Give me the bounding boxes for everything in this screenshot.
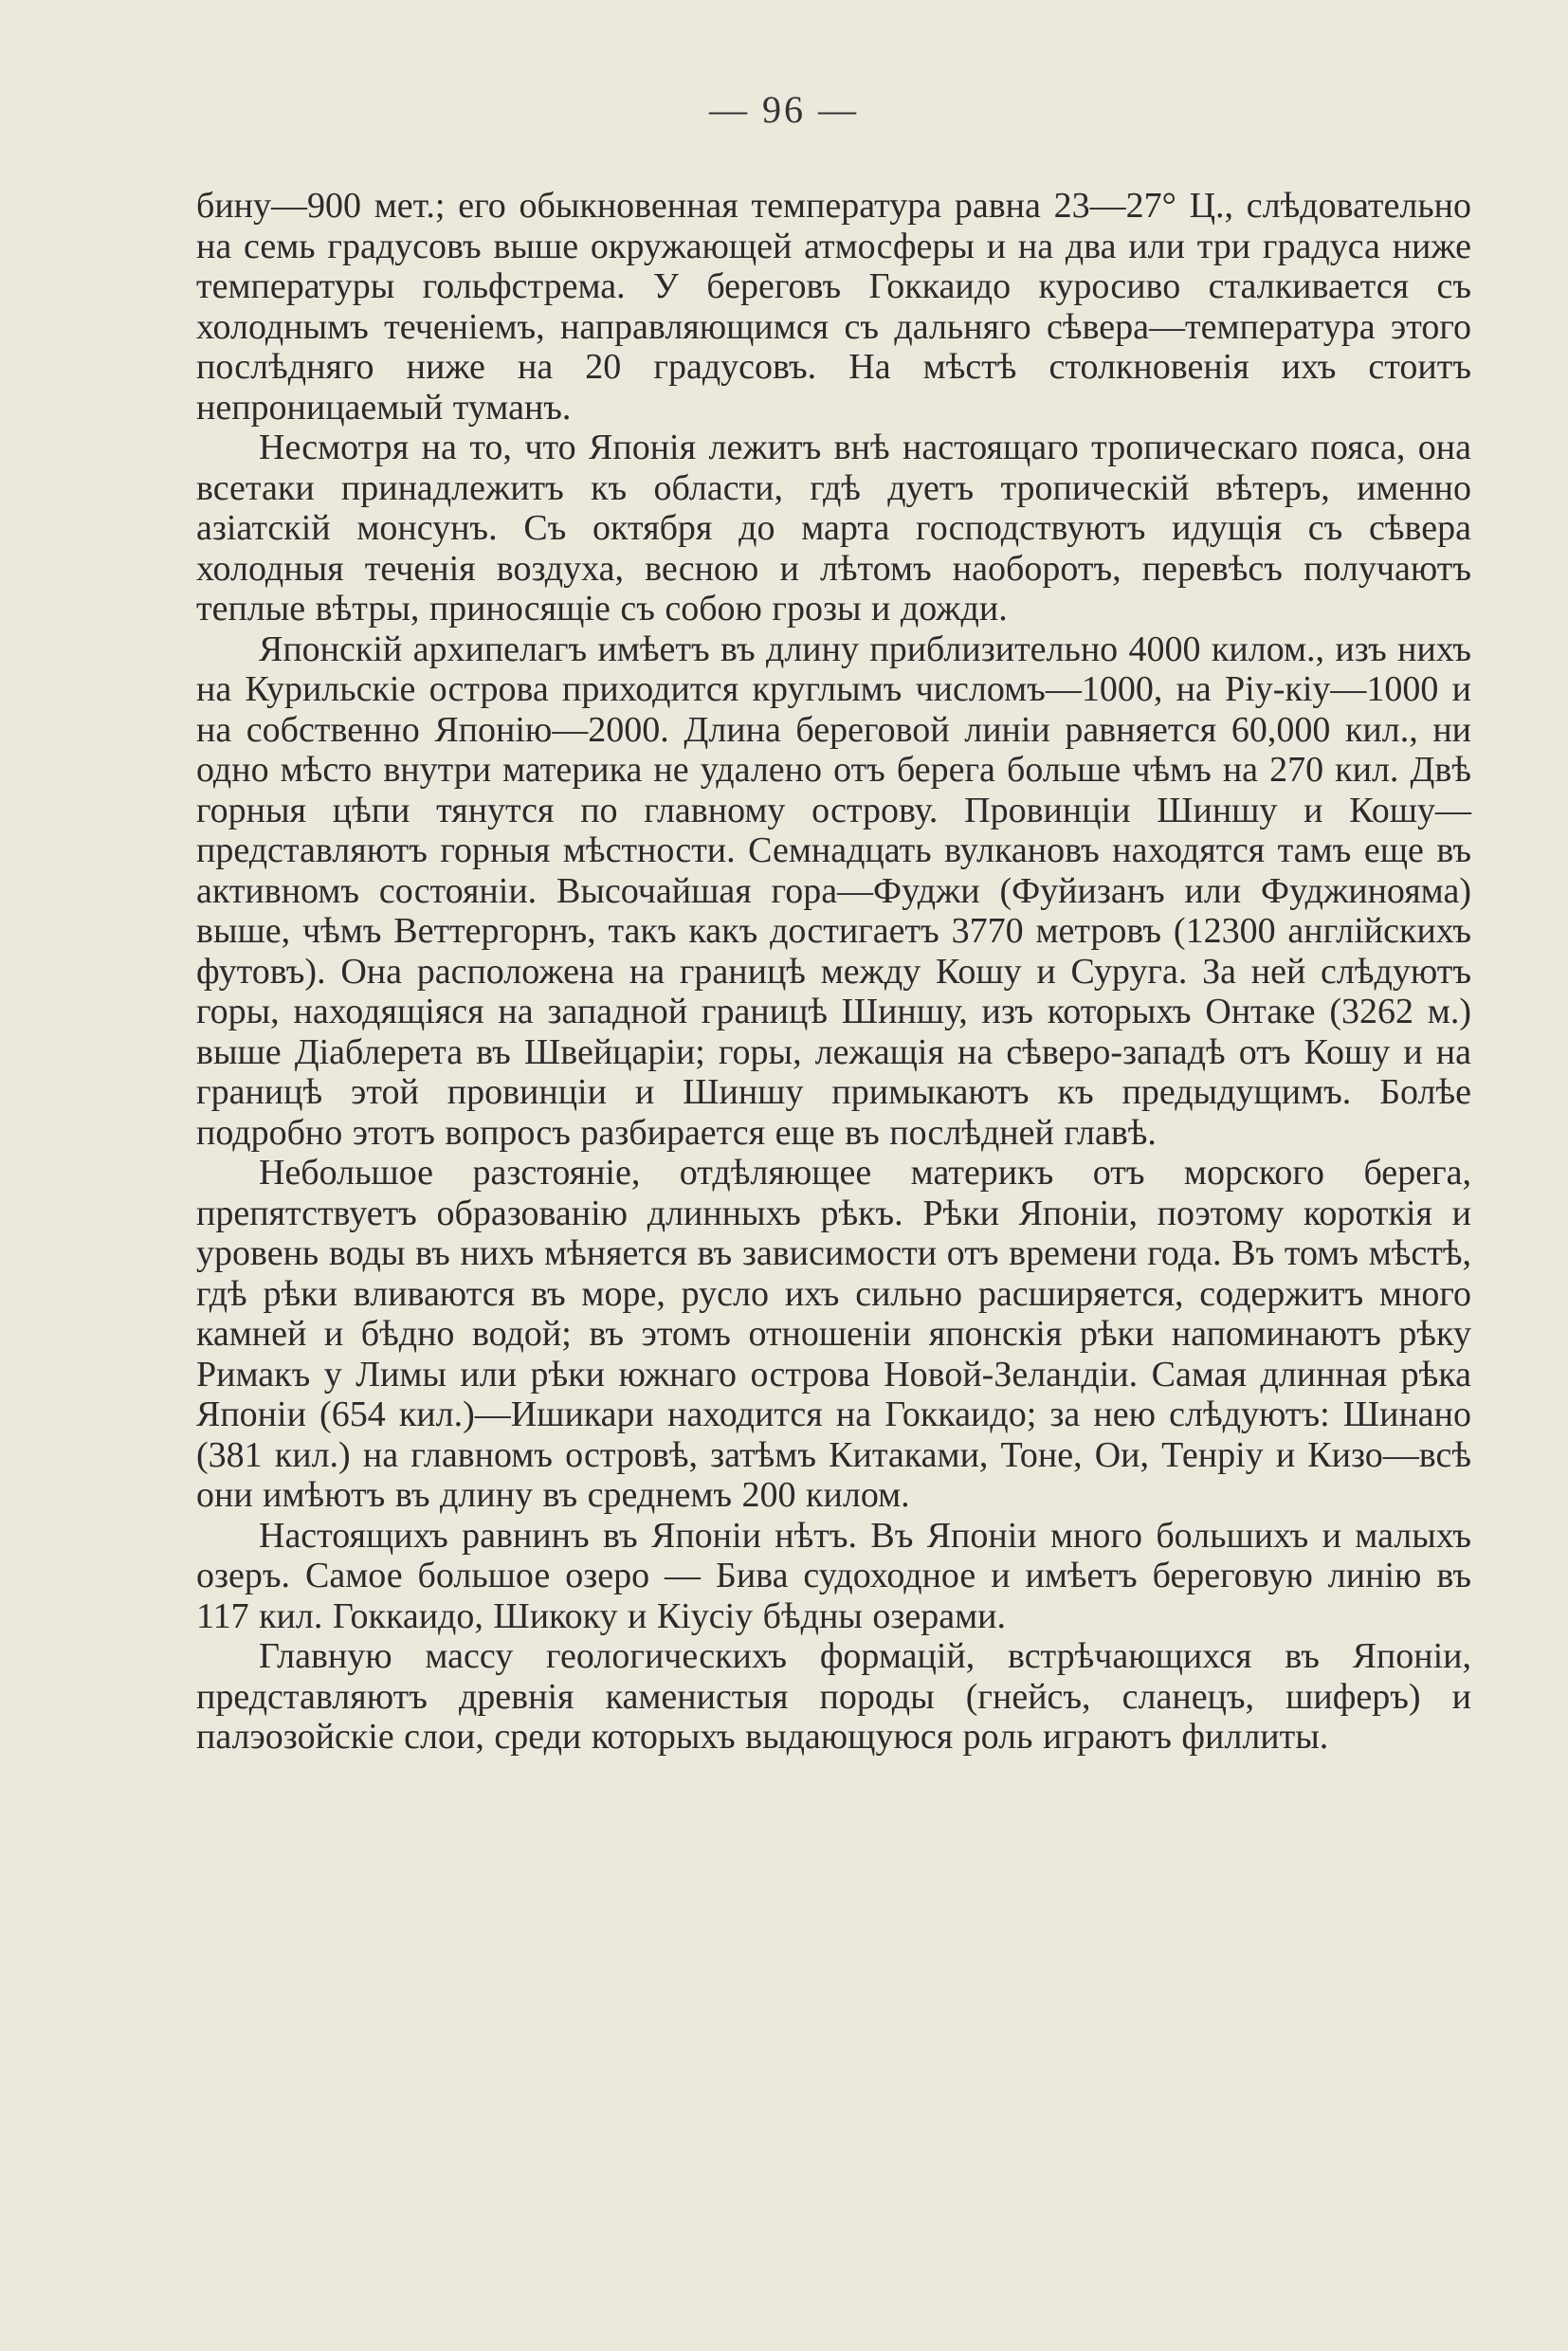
paragraph-rivers: Небольшое разстояніе, отдѣляющее материкъ отъ морского берега, препятствуетъ образованію длинныхъ рѣкъ. Рѣки Японіи, поэтому короткія и уровень воды въ нихъ мѣняется въ зависимости отъ времени года. Въ томъ мѣстѣ, гдѣ рѣки вливаются въ море, русло ихъ сильно расширяется, содержитъ много камней и бѣдно водой; въ этомъ отношеніи японскія рѣки напоминаютъ рѣку Римакъ у Лимы или рѣки южнаго острова Новой-Зеландіи. Самая длинная рѣка Японіи (654 кил.)—Ишикари находится на Гоккаидо; за нею слѣдуютъ: Шинано (381 кил.) на главномъ островѣ, затѣмъ Китаками, Тоне, Ои, Тенріу и Кизо—всѣ они имѣютъ въ длину въ среднемъ 200 килом. (196, 1153, 1471, 1515)
paragraph-archipelago: Японскій архипелагъ имѣетъ въ длину приблизительно 4000 килом., изъ нихъ на Курильскіе острова приходится круглымъ числомъ—1000, на Ріу-кіу—1000 и на собственно Японію—2000. Длина береговой линіи равняется 60,000 кил., ни одно мѣсто внутри материка не удалено отъ берега больше чѣмъ на 270 кил. Двѣ горныя цѣпи тянутся по главному острову. Провинціи Шиншу и Кошу—представляютъ горныя мѣстности. Семнадцать вулкановъ находятся тамъ еще въ активномъ состояніи. Высочайшая гора—Фуджи (Фуйизанъ или Фуджинояма) выше, чѣмъ Веттергорнъ, такъ какъ достигаетъ 3770 метровъ (12300 англійскихъ футовъ). Она расположена на границѣ между Кошу и Суруга. За ней слѣдуютъ горы, находящіяся на западной границѣ Шиншу, изъ которыхъ Онтаке (3262 м.) выше Діаблерета въ Швейцаріи; горы, лежащія на сѣверо-западѣ отъ Кошу и на границѣ этой провинціи и Шиншу примыкаютъ къ предыдущимъ. Болѣе подробно этотъ вопросъ разбирается еще въ послѣдней главѣ. (196, 629, 1471, 1153)
paragraph-monsoon: Несмотря на то, что Японія лежитъ внѣ настоящаго тропическаго пояса, она всетаки принадлежитъ къ области, гдѣ дуетъ тропическій вѣтеръ, именно азіатскій монсунъ. Съ октября до марта господствуютъ идущія съ сѣвера холодныя теченія воздуха, весною и лѣтомъ наоборотъ, перевѣсъ получаютъ теплые вѣтры, приносящіе съ собою грозы и дожди. (196, 428, 1471, 629)
paragraph-continued-text: бину—900 мет.; его обыкновенная температура равна 23—27° Ц., слѣдовательно на семь градусовъ выше окружающей атмосферы и на два или три градуса ниже температуры гольфстрема. У береговъ Гоккаидо куросиво сталкивается съ холоднымъ теченіемъ, направляющимся съ дальняго сѣвера—температура этого послѣдняго ниже на 20 градусовъ. На мѣстѣ столкновенія ихъ стоитъ непроницаемый туманъ. (196, 186, 1471, 428)
page-body (196, 186, 1471, 1758)
page-number: — 96 — (709, 88, 859, 131)
paragraph-geology: Главную массу геологическихъ формацій, встрѣчающихся въ Японіи, представляютъ древнія каменистыя породы (гнейсъ, сланецъ, шиферъ) и палэозойскіе слои, среди которыхъ выдающуюся роль играютъ филлиты. (196, 1636, 1471, 1757)
paragraph-lakes: Настоящихъ равнинъ въ Японіи нѣтъ. Въ Японіи много большихъ и малыхъ озеръ. Самое большое озеро — Бива судоходное и имѣетъ береговую линію въ 117 кил. Гоккаидо, Шикоку и Кіусіу бѣдны озерами. (196, 1515, 1471, 1636)
